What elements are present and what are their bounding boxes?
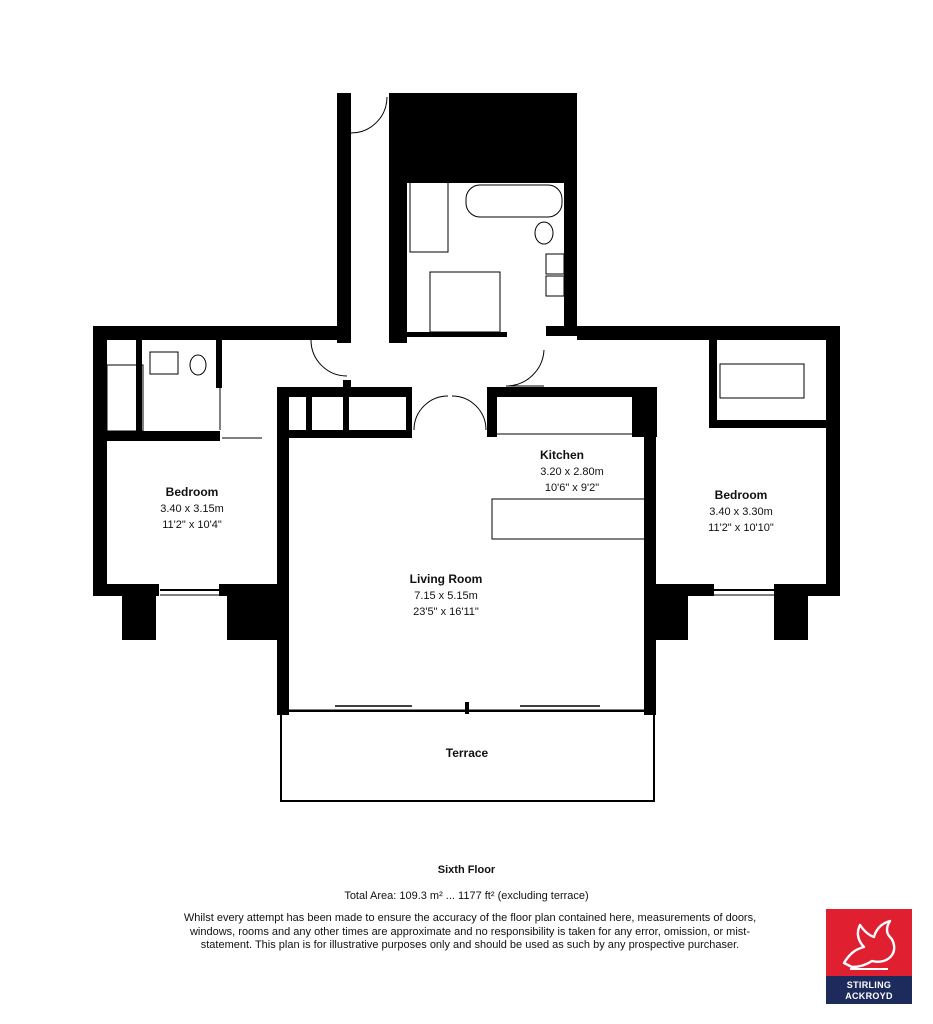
logo-text-ackroyd: ACKROYD xyxy=(845,991,893,1001)
wall-bath-right xyxy=(564,93,577,336)
pillar-left-a xyxy=(122,596,156,640)
wall-bath-bottom-left xyxy=(407,332,507,337)
room-dim-m-living: 7.15 x 5.15m xyxy=(414,590,478,602)
wall-right-wardrobe-left xyxy=(709,340,717,425)
basin-bottom xyxy=(546,276,564,296)
disclaimer: Whilst every attempt has been made to ensure the accuracy of the floor plan contained here, measurements of doors, windows, rooms and any other times are approximate and no responsibility is taken for any error, omission, or mist-statement. This plan is for illustrative purposes only and should be used as such by any prospective purchaser. xyxy=(183,912,757,951)
room-name-living: Living Room xyxy=(409,572,483,586)
wall-left-wing-top xyxy=(93,326,343,340)
wall-left-bed-bottom-a xyxy=(93,584,159,596)
wall-left-wing-outer xyxy=(93,326,107,596)
stirling-ackroyd-logo xyxy=(826,909,912,1004)
pillar-right-b xyxy=(774,596,808,640)
wall-left-ensuite-inner xyxy=(136,340,142,435)
wall-bath-bottom-right xyxy=(546,326,577,336)
wall-right-bed-bottom-b xyxy=(774,584,840,596)
total-area: Total Area: 109.3 m² ... 1177 ft² (excluding terrace) xyxy=(344,890,589,902)
room-dim-ft-bedroom-left: 11'2" x 10'4" xyxy=(162,519,222,531)
wall-entry-stub xyxy=(349,380,351,390)
right-wardrobe-rail xyxy=(720,364,804,398)
door-swing-entrance xyxy=(351,97,387,133)
bathtub xyxy=(466,185,562,217)
door-swing-living-right xyxy=(452,396,486,430)
room-name-kitchen: Kitchen xyxy=(539,448,585,462)
room-dim-m-bedroom-right: 3.40 x 3.30m xyxy=(709,506,773,518)
room-name-bedroom-left: Bedroom xyxy=(165,485,219,499)
wall-corridor-left xyxy=(337,93,351,343)
logo-text-stirling: STIRLING xyxy=(846,980,892,990)
wall-right-wardrobe-bottom xyxy=(709,420,831,428)
wall-left-bed-right xyxy=(277,395,289,715)
room-dim-ft-bedroom-right: 11'2" x 10'10" xyxy=(708,522,774,534)
basin-top xyxy=(546,254,564,274)
wall-bath-block-top xyxy=(389,93,577,183)
wall-kitchen-left xyxy=(487,387,497,437)
left-basin xyxy=(150,352,178,374)
shower-tray xyxy=(430,272,500,332)
floor-title: Sixth Floor xyxy=(437,864,496,876)
kitchen-island xyxy=(492,499,645,539)
wall-left-ensuite-right xyxy=(216,340,222,388)
room-name-terrace: Terrace xyxy=(445,746,489,760)
wall-bath-left xyxy=(389,93,407,343)
room-dim-ft-kitchen: 10'6" x 9'2" xyxy=(544,482,600,494)
door-swing-hall-right xyxy=(506,350,544,386)
wall-left-ensuite-bottom xyxy=(100,431,220,441)
wall-right-bed-left xyxy=(644,395,656,715)
griffin-icon xyxy=(836,915,902,973)
room-dim-m-bedroom-left: 3.40 x 3.15m xyxy=(160,503,224,515)
wall-right-wing-top xyxy=(577,326,840,340)
door-swing-living-left xyxy=(414,396,448,430)
wall-storage-div3 xyxy=(406,397,412,437)
pillar-left-b xyxy=(227,590,279,640)
wc-main xyxy=(535,222,553,244)
room-dim-ft-living: 23'5" x 16'11" xyxy=(413,606,479,618)
door-swing-hall-left xyxy=(311,340,347,376)
mullion-centre xyxy=(465,702,469,714)
thin-lines xyxy=(107,97,804,801)
walls xyxy=(93,93,840,715)
wall-storage-div1 xyxy=(306,397,312,432)
room-dim-m-kitchen: 3.20 x 2.80m xyxy=(540,466,604,478)
wall-kitchen-top xyxy=(487,387,657,397)
pillar-right-a xyxy=(656,590,688,640)
wall-right-wing-outer xyxy=(826,326,840,596)
room-name-bedroom-right: Bedroom xyxy=(714,488,768,502)
wall-storage-div2 xyxy=(343,380,349,432)
left-wc xyxy=(190,355,206,375)
